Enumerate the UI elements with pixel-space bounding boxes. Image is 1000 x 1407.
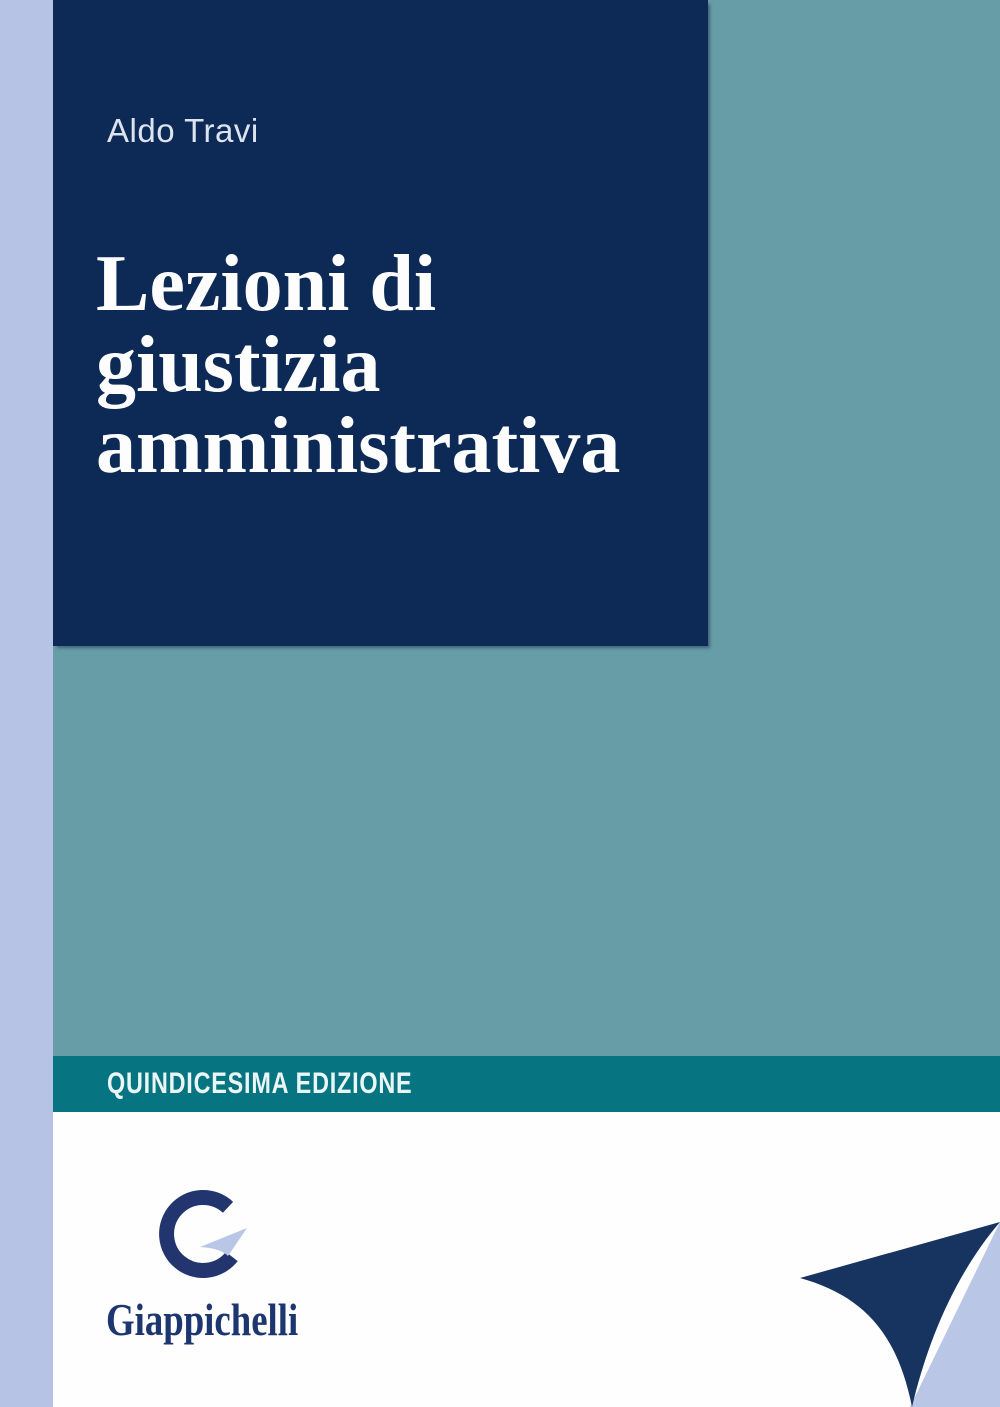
left-accent-stripe — [0, 0, 53, 1407]
giappichelli-g-logo-icon — [167, 1197, 232, 1270]
title-line-1: Lezioni di — [96, 240, 437, 328]
title-line-2: giustizia — [96, 321, 381, 409]
publisher-name: Giappichelli — [106, 1294, 299, 1345]
edition-banner — [53, 1056, 1000, 1112]
corner-arrow-motif-light — [910, 1222, 1000, 1407]
corner-arrow-motif-dark — [800, 1222, 1000, 1407]
title-line-3: amministrativa — [96, 402, 621, 490]
edition-label: QUINDICESIMA EDIZIONE — [107, 1067, 413, 1100]
title-panel — [53, 0, 708, 646]
paper-plane-arrow-icon — [200, 1228, 247, 1256]
book-title — [96, 240, 621, 490]
author-name: Aldo Travi — [107, 112, 259, 149]
